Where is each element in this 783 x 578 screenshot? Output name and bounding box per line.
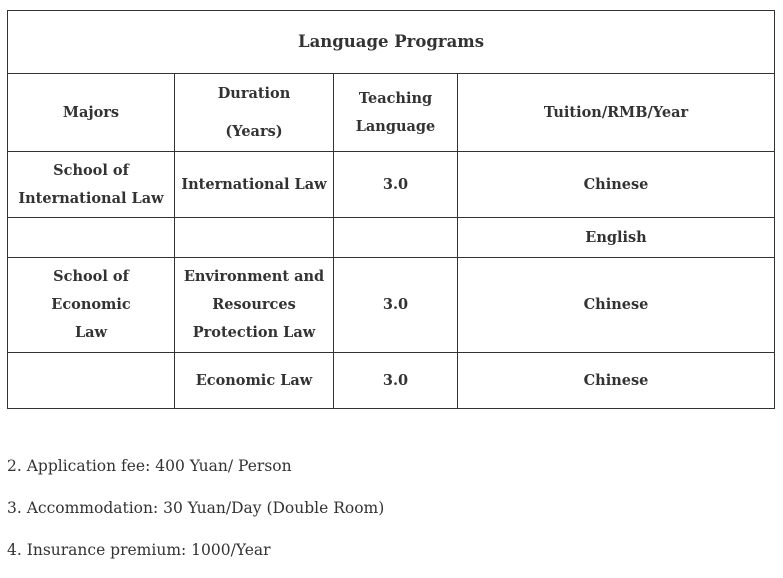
note-insurance: 4. Insurance premium: 1000/Year — [7, 541, 271, 559]
school-cell — [8, 152, 175, 218]
program-cell: International Law — [175, 152, 334, 218]
language-cell: English — [458, 218, 775, 258]
table-row — [8, 218, 775, 258]
language-cell: Chinese — [458, 353, 775, 409]
duration-cell: 3.0 — [334, 258, 458, 353]
language-cell: Chinese — [458, 258, 775, 353]
duration-cell: 3.0 — [334, 353, 458, 409]
table-row — [8, 258, 775, 353]
program-line1: Environment and — [183, 268, 325, 285]
header-duration-line1: Duration — [217, 84, 291, 102]
header-teaching-language — [334, 74, 458, 152]
school-cell — [8, 353, 175, 409]
school-cell — [8, 218, 175, 258]
table-row — [8, 353, 775, 409]
school-line2: International Law — [18, 189, 164, 207]
duration-cell — [334, 218, 458, 258]
school-line2: Law — [74, 324, 108, 341]
school-line1: School of — [53, 161, 129, 179]
program-line2: Resources — [212, 296, 296, 313]
language-programs-table — [7, 10, 775, 409]
table-title: Language Programs — [8, 11, 775, 74]
school-cell — [8, 258, 175, 353]
notes-list — [7, 452, 767, 578]
header-majors: Majors — [8, 74, 175, 152]
header-duration — [175, 74, 334, 152]
note-application-fee: 2. Application fee: 400 Yuan/ Person — [7, 457, 292, 475]
language-cell: Chinese — [458, 152, 775, 218]
program-cell: Economic Law — [175, 353, 334, 409]
table-title-row — [8, 11, 775, 74]
table-header-row — [8, 74, 775, 152]
school-line1: School of Economic — [51, 268, 131, 313]
table-row — [8, 152, 775, 218]
duration-cell: 3.0 — [334, 152, 458, 218]
note-accommodation: 3. Accommodation: 30 Yuan/Day (Double Room) — [7, 499, 385, 517]
program-cell — [175, 218, 334, 258]
header-tuition: Tuition/RMB/Year — [458, 74, 775, 152]
program-cell — [175, 258, 334, 353]
program-line3: Protection Law — [192, 324, 316, 341]
header-teaching-line2: Language — [355, 117, 436, 135]
header-duration-line2: (Years) — [225, 122, 283, 140]
header-teaching-line1: Teaching — [358, 89, 433, 107]
